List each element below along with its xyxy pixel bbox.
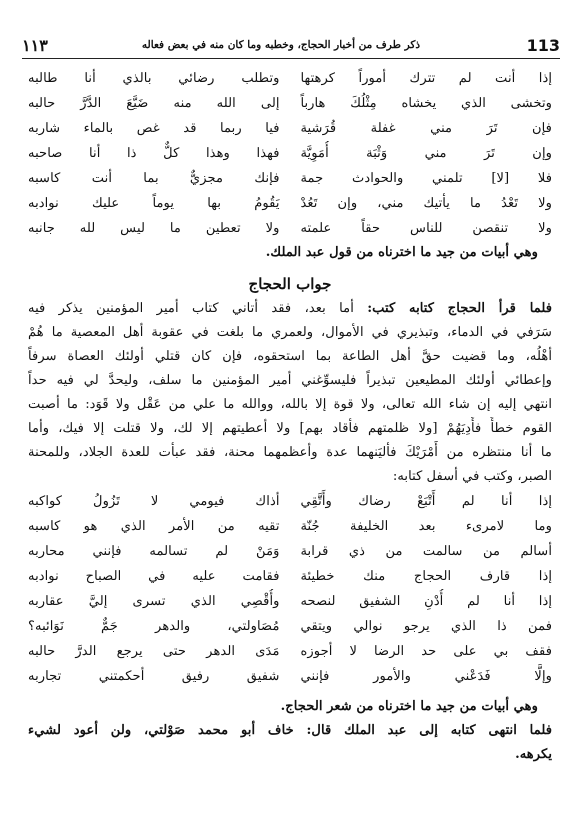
verse-first-hemistich: ولا تَعْدُ ما يأتيك مني، وإن تَعُدْ: [300, 196, 552, 211]
verse-line: [28, 166, 552, 191]
page-number-latin: 113: [526, 36, 560, 55]
prose-line: سَرَفي في الدماء، وتبذيري في الأموال، ولعمري ما بلغت في عقوبة أهل المعصية ما هُمْ: [28, 325, 552, 340]
prose-line: انتهي إليه إن شاء الله تعالى، ولا قوة إلا بالله، ووالله ما علي من عَقْل ولا قَوَد: ما أصبت: [28, 397, 552, 412]
verse-first-hemistich: فإن تَرَ مني غفلة قُرَشية: [300, 121, 552, 136]
verse-line: [28, 539, 552, 564]
prose-rest: أما بعد، فقد أتاني كتاب أمير المؤمنين يذكر فيه: [28, 301, 354, 316]
page-header: [22, 28, 560, 59]
letter-prose: [28, 297, 552, 489]
verse-second-hemistich: مَدَى الدهر حتى يرجع الدرَّ حالبه: [28, 644, 280, 659]
verse-second-hemistich: ولا تعطين ما ليس لله جانبه: [28, 221, 280, 236]
verse-second-hemistich: إلى الله منه ضَيَّعَ الدَّرَّ حالبه: [28, 96, 280, 111]
verse-line: [28, 589, 552, 614]
verse-second-hemistich: وتطلب رضائي بالذي أنا طالبه: [28, 71, 280, 86]
closing-line: يكرهه.: [515, 747, 552, 762]
verse-second-hemistich: وأُقْصِي الذي تسرى إليَّ عقاربه: [28, 594, 280, 609]
verse-first-hemistich: وتخشى الذي يخشاه مِثْلُكَ هارباً: [300, 96, 552, 111]
verse-second-hemistich: أذاك فيومي لا تَزُولُ كواكبه: [28, 494, 280, 509]
verse-first-hemistich: فلا [لا] تلمني والحوادث جمة: [300, 171, 552, 186]
verse-second-hemistich: يَقُومُ بها يوماً عليك نوادبه: [28, 196, 280, 211]
verse-second-hemistich: فهذا وهذا كلٌّ ذا أنا صاحبه: [28, 146, 280, 161]
verse-line: [28, 564, 552, 589]
verse-second-hemistich: فإنك مجزيٌّ بما أنت كاسبه: [28, 171, 280, 186]
prose-line: الصبر، وكتب في أسفل كتابه:: [392, 469, 552, 484]
verse-line: [28, 91, 552, 116]
verse-second-hemistich: مُصَاولتي، والدهر جَمٌّ نَوَائبه؟: [28, 619, 280, 634]
verse-second-hemistich: فقامت عليه في الصباح نوادبه: [28, 569, 280, 584]
verse-second-hemistich: وَمَنْ لم تسالمه فإنني محاربه: [28, 544, 280, 559]
verse-line: [28, 116, 552, 141]
poem-al-hajjaj: [28, 489, 552, 689]
prose-line: ما أنا منتظره من أَمْرَيْكَ فأليَنهما عدة وأعظمهما محنة، فقد عبأت للعدة الجلاد، وللمحنة: [28, 445, 552, 460]
verse-first-hemistich: وما لامرىء بعد الخليفة جُنّة: [300, 519, 552, 534]
verse-first-hemistich: إذا أنا لم أَتْبَعْ رضاك وأَتَّقِي: [300, 494, 552, 509]
verse-first-hemistich: أسالم من سالمت من ذي قرابة: [300, 544, 552, 559]
verse-line: [28, 191, 552, 216]
verse-line: [28, 216, 552, 241]
verse-first-hemistich: إذا أنت لم تترك أموراً كرهتها: [300, 71, 552, 86]
verse-line: [28, 664, 552, 689]
page-body: [28, 66, 552, 767]
verse-first-hemistich: إذا قارف الحجاج منك خطيئة: [300, 569, 552, 584]
verse-line: [28, 614, 552, 639]
page-number-arabic: ١١٣: [22, 36, 48, 55]
verse-first-hemistich: وإلَّا فَدَعْني والأمور فإنني: [300, 669, 552, 684]
verse-line: [28, 639, 552, 664]
prose-line: أهْلُه، وما قضيت حقَّ أهل الطاعة بما استحقوه، فإن كان قتلي أولئك العصاة سرفاً: [28, 349, 552, 364]
verse-line: [28, 514, 552, 539]
prose-line: القوم خطأً فأَدِيَهُمْ [ولا ظلمتهم فأقاد بهم] ولا أعطيتهم إلا لك، ولا قتلت إلا فيك، وأما: [28, 421, 552, 436]
verse-first-hemistich: فقف بي على حد الرضا لا أجوزه: [300, 644, 552, 659]
closing-line: فلما انتهى كتابه إلى عبد الملك قال: خاف أبو محمد صَوْلتي، ولن أعود لشيء: [28, 723, 552, 738]
poem-abd-al-malik: [28, 66, 552, 241]
poem-note: وهي أبيات من جيد ما اخترناه من قول عبد الملك.: [265, 245, 538, 260]
verse-line: [28, 66, 552, 91]
verse-second-hemistich: فيا ربما قد غص بالماء شاربه: [28, 121, 280, 136]
prose-line: [28, 297, 552, 321]
verse-second-hemistich: تقيه من الأمر الذي هو كاسبه: [28, 519, 280, 534]
verse-first-hemistich: ولا تنقصن للناس حقاً علمته: [300, 221, 552, 236]
verse-first-hemistich: إذا أنا لم أُدْنِ الشفيق لنصحه: [300, 594, 552, 609]
verse-first-hemistich: فمن ذا الذي يرجو نوالي ويتقي: [300, 619, 552, 634]
prose-lead: فلما قرأ الحجاج كتابه كتب:: [367, 301, 552, 316]
verse-line: [28, 489, 552, 514]
verse-line: [28, 141, 552, 166]
poem-note: وهي أبيات من جيد ما اخترناه من شعر الحجاج.: [280, 699, 538, 714]
section-heading: جواب الحجاج: [248, 275, 332, 293]
running-title: ذكر طرف من أخبار الحجاج، وخطبه وما كان منه في بعض فعاله: [141, 39, 421, 51]
verse-second-hemistich: شفيق رفيق أحكمتني تجاربه: [28, 669, 280, 684]
verse-first-hemistich: وإن تَرَ مني وَثْبَة أُمَوِيَّة: [300, 146, 552, 161]
prose-line: وإعطائي أولئك المطيعين تبذيراً فليسوِّغني أمير المؤمنين ما سلف، وليحدَّ لي فيه حداً: [28, 373, 552, 388]
